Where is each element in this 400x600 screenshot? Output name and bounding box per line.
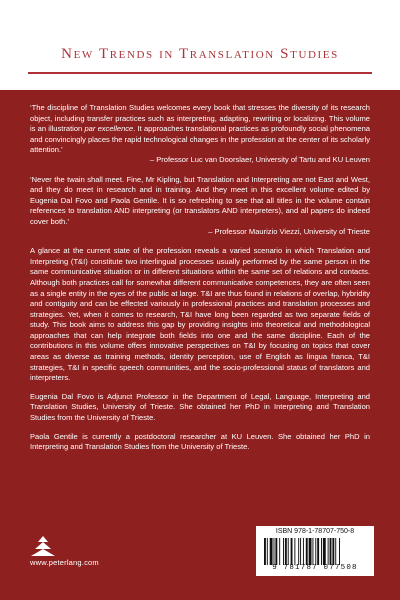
isbn-label: ISBN 978-1-78707-750-8 — [275, 528, 355, 535]
publisher-website[interactable]: www.peterlang.com — [30, 558, 99, 567]
series-title: New Trends in Translation Studies — [61, 46, 339, 62]
quote-2 — [30, 175, 370, 238]
quote-1-attribution: – Professor Luc van Doorslaer, University of Tartu and KU Leuven — [149, 154, 370, 164]
barcode-stripe — [330, 538, 332, 565]
editor-bio-2: Paola Gentile is currently a postdoctoral researcher at KU Leuven. She obtained her PhD in Interpreting and Translation Studies from the University of Trieste. — [30, 431, 370, 452]
quote-1-text — [30, 103, 370, 156]
barcode-stripe — [267, 538, 268, 565]
barcode-stripe — [306, 538, 308, 565]
barcode-stripe — [275, 538, 277, 565]
book-description: A glance at the current state of the profession reveals a varied scenario in which Translation and Interpreting (T&I) constitute two interlingual processes usually performed by the same person in the same communicative situation or in different situations within the same set of relations and contacts. Although both practices call for somewhat different communicative competences, they are often seen as a single entity in the eyes of the public at large. T&I are thus found in relations of overlap, hybridity and contiguity and can be effected variously in professional practices and translation processes and strategies. Yet, when it comes to research, T&I have long been regarded as two separate fields of study. This book aims to address this gap by providing insights into theoretical and methodological approaches that can help integrate both fields into one and the same discipline. Each of the contributions in this volume offers innovative perspectives on T&I by focusing on topics that cover areas as diverse as training methods, identity perception, use of English as lingua franca, T&I strategies, T&I in specific speech communities, and the socio-professional status of translators and interpreters. — [30, 246, 370, 383]
peter-lang-logo-icon — [30, 535, 56, 557]
barcode-stripe — [339, 538, 340, 565]
barcode-stripe — [279, 538, 280, 565]
barcode-stripe — [335, 538, 336, 565]
quote-1 — [30, 103, 370, 166]
series-header — [0, 0, 400, 90]
header-rule — [28, 72, 372, 74]
quote-1-text-before: ‘The discipline of Translation Studies welcomes every book that stresses the diversity of its research object, including transfer practices such as interpreting, adapting, rewriting or localizing. This volume is an illustration — [30, 103, 370, 134]
barcode-stripe — [312, 538, 313, 565]
barcode-stripe — [283, 538, 284, 565]
quote-1-text-after: . It approaches translational practices as profoundly social phenomena and convincingly places the rapid technological changes in the profession at the center of its scholarly attention.’ — [30, 124, 370, 155]
barcode-stripe — [300, 538, 301, 565]
barcode-stripe — [285, 538, 287, 565]
barcode-stripe — [274, 538, 275, 565]
barcode-stripe — [270, 538, 273, 565]
barcode-stripe — [309, 538, 312, 565]
barcode-number: 9 781787 077508 — [272, 564, 358, 572]
barcode — [256, 526, 374, 576]
barcode-stripe — [321, 538, 322, 565]
editor-bio-1: Eugenia Dal Fovo is Adjunct Professor in the Department of Legal, Language, Interpreting and Translation Studies, University of Trieste. She obtained her PhD in Interpreting and Translation Studies from the University of Trieste. — [30, 391, 370, 423]
barcode-stripe — [317, 538, 319, 565]
barcode-stripe — [332, 538, 334, 565]
quote-1-italic: par excellence — [84, 124, 134, 134]
barcode-stripe — [288, 538, 289, 565]
barcode-stripe — [303, 538, 304, 565]
barcode-stripe — [315, 538, 316, 565]
barcode-stripe — [294, 538, 295, 565]
quote-2-text: ‘Never the twain shall meet. Fine, Mr Kipling, but Translation and Interpreting are not East and West, and they do meet in research and in training. And they meet in this excellent volume edited by Eugenia Dal Fovo and Paola Gentile. It is so refreshing to see that all titles in the volume contain references to translation AND interpreting (or translators AND interpreters), and all papers do indeed cover both.’ — [30, 174, 370, 226]
barcode-stripe — [264, 538, 266, 565]
barcode-stripe — [323, 538, 326, 565]
barcode-bars — [264, 538, 366, 565]
back-cover-text — [30, 103, 370, 461]
quote-2-attribution: – Professor Maurizio Viezzi, University of Trieste — [208, 226, 370, 236]
barcode-stripe — [298, 538, 299, 565]
barcode-stripe — [328, 538, 329, 565]
barcode-stripe — [291, 538, 293, 565]
